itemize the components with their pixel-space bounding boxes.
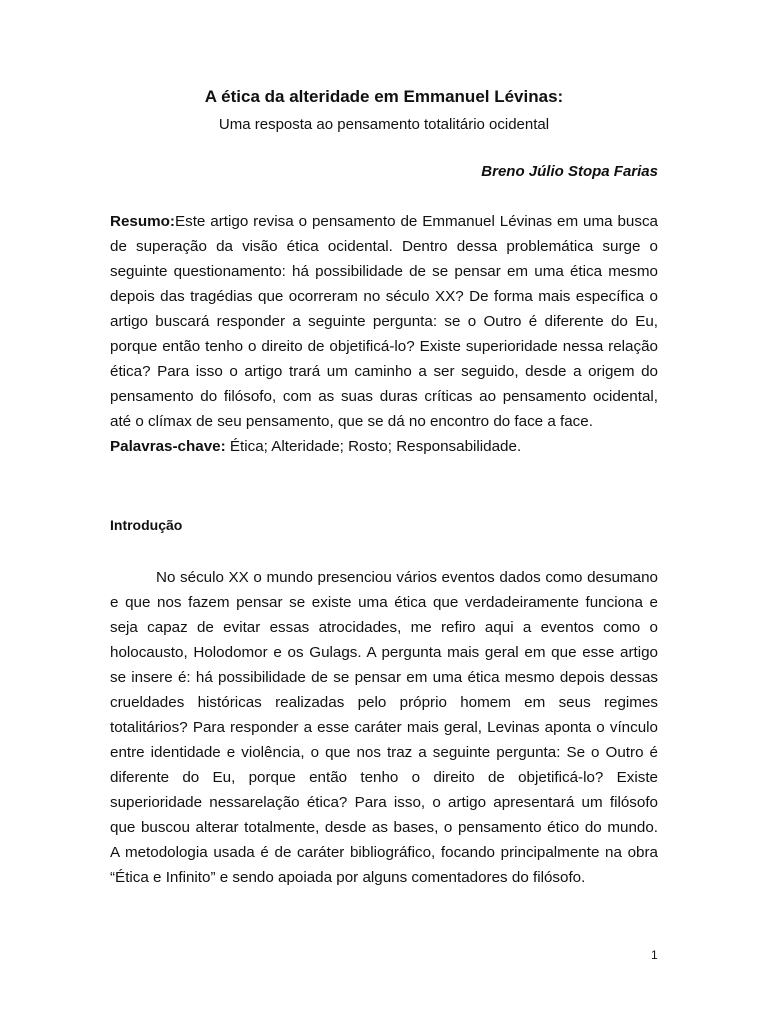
intro-line: A metodologia usada é de caráter bibliográfico, focando principalmente na obra	[110, 844, 658, 861]
abstract-line: até o clímax de seu pensamento, que se dá no encontro do face a face.	[110, 413, 593, 430]
intro-line: “Ética e Infinito” e sendo apoiada por alguns comentadores do filósofo.	[110, 869, 586, 886]
abstract-line: de superação da visão ética ocidental. Dentro dessa problemática surge o	[110, 238, 658, 255]
document-title: A ética da alteridade em Emmanuel Lévinas:	[204, 87, 564, 106]
intro-line: seja capaz de evitar essas atrocidades, me refiro aqui a eventos como o	[110, 619, 658, 636]
abstract-label: Resumo:	[110, 213, 175, 230]
abstract-line: pensamento do filósofo, com as suas duras críticas ao pensamento ocidental,	[110, 388, 658, 405]
intro-line: e que nos fazem pensar se existe uma ética que verdadeiramente funciona e	[110, 594, 658, 611]
abstract-line: ética? Para isso o artigo trará um caminho a ser seguido, desde a origem do	[110, 363, 658, 380]
page-number: 1	[651, 948, 658, 962]
abstract-line	[110, 212, 658, 232]
intro-line: crueldades históricas realizadas pelo próprio homem em seus regimes	[110, 694, 658, 711]
intro-line: No século XX o mundo presenciou vários eventos dados como desumano	[156, 569, 658, 586]
author-name: Breno Júlio Stopa Farias	[481, 163, 658, 180]
abstract-line: artigo buscará responder a seguinte pergunta: se o Outro é diferente do Eu,	[110, 313, 658, 330]
abstract-line: seguinte questionamento: há possibilidade de se pensar em uma ética mesmo	[110, 263, 658, 280]
intro-line: que buscou alterar totalmente, desde as bases, o pensamento ético do mundo.	[110, 819, 658, 836]
intro-line: holocausto, Holodomor e os Gulags. A pergunta mais geral em que esse artigo	[110, 644, 658, 661]
keywords-label: Palavras-chave:	[110, 438, 226, 455]
intro-line: se insere é: há possibilidade de se pensar em uma ética mesmo depois dessas	[110, 669, 658, 686]
intro-line: totalitários? Para responder a esse caráter mais geral, Levinas aponta o vínculo	[110, 719, 658, 736]
document-subtitle: Uma resposta ao pensamento totalitário ocidental	[218, 116, 550, 133]
section-heading-introduction: Introdução	[110, 517, 183, 533]
intro-line: entre identidade e violência, o que nos traz a seguinte pergunta: Se o Outro é	[110, 744, 658, 761]
abstract-line: porque então tenho o direito de objetificá-lo? Existe superioridade nessa relação	[110, 338, 658, 355]
keywords-text: Ética; Alteridade; Rosto; Responsabilidade.	[225, 438, 522, 455]
abstract-line: depois das tragédias que ocorreram no século XX? De forma mais específica o	[110, 288, 658, 305]
intro-line: diferente do Eu, porque então tenho o direito de objetificá-lo? Existe	[110, 769, 658, 786]
intro-line: superioridade nessarelação ética? Para isso, o artigo apresentará um filósofo	[110, 794, 658, 811]
keywords-line	[110, 437, 658, 457]
abstract-text: Este artigo revisa o pensamento de Emmanuel Lévinas em uma busca	[174, 213, 658, 230]
